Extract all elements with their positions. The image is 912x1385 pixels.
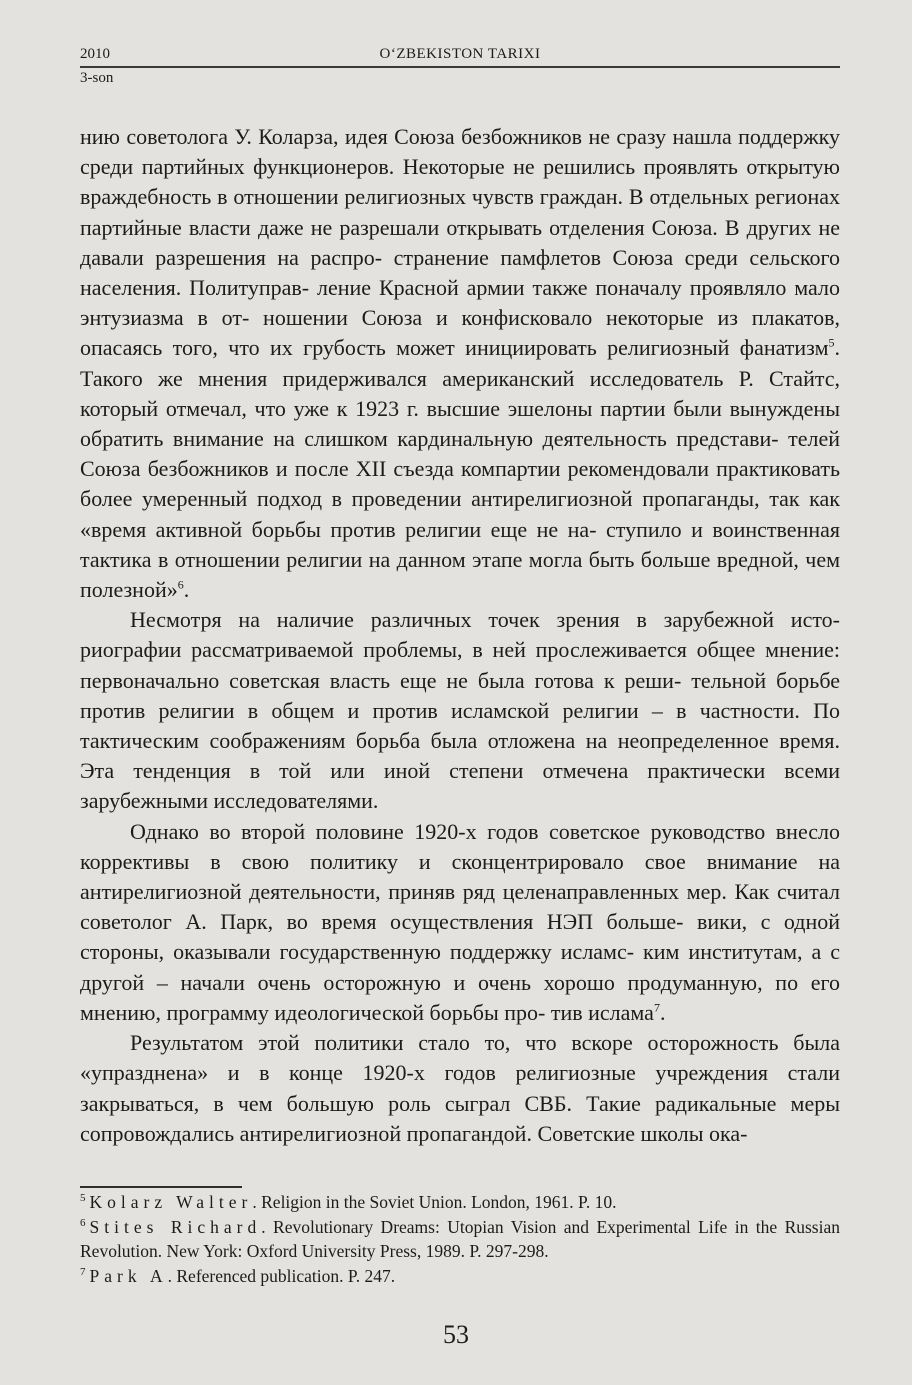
footnote-author: Stites Richard xyxy=(89,1216,262,1237)
footnote-rule xyxy=(80,1186,242,1188)
footnote-ref-6: 6 xyxy=(177,577,184,592)
footnote-5: $^5$ Kolarz Walter. Religion in the Soviet Union. London, 1961. P. 10. xyxy=(80,1192,617,1212)
paragraph-4: Результатом этой политики стало то, что вскоре осторожность была «упразднена» и в конце 1920-х годов религиозные учреждения стали закрываться, в чем большую роль сыграл СВБ. Такие радикальные меры сопровождались антирелигиозной пропагандой. Советские школы ока- xyxy=(80,1030,840,1146)
running-header xyxy=(80,44,840,92)
body-text xyxy=(80,122,840,1149)
footnote-author: Kolarz Walter xyxy=(89,1192,253,1212)
page-number: 53 xyxy=(443,1320,469,1349)
footnote-6: $^6$ Stites Richard. Revolutionary Dreams: Utopian Vision and Experimental Life in the Russian Revolution. New York: Oxford University Press, 1989. P. 297-298. xyxy=(80,1216,840,1261)
footnote-7: $^7$ Park A. Referenced publication. P. 247. xyxy=(80,1265,396,1286)
header-rule xyxy=(80,66,840,68)
paragraph-3: Однако во второй половине 1920-х годов советское руководство внесло коррективы в свою политику и сконцентрировало свое внимание на антирелигиозной деятельности, приняв ряд целенаправленных мер. Как считал советолог А. Парк, во время осуществления НЭП больше- вики, с одной стороны, оказывали государственную поддержку исламс- ким институтам, а с другой – начали очень осторожную и очень хорошо продуманную, по его мнению, программу идеологической борьбы про- тив ислама$^7$. xyxy=(80,818,840,1025)
footnote-ref-5: 5 xyxy=(828,336,835,351)
paragraph-1: нию советолога У. Коларза, идея Союза безбожников не сразу нашла поддержку среди партийных функционеров. Некоторые не решились проявлять открытую враждебность в отношении религиозных чувств граждан. В отдельных регионах партийные власти даже не разрешали открывать отделения Союза. В других не давали разрешения на распро- странение памфлетов Союза среди сельского населения. Политуправ- ление Красной армии также поначалу проявляло мало энтузиазма в от- ношении Союза и конфисковало некоторые из плакатов, опасаясь того, что их грубость может инициировать религиозный фанатизм$^5$. Такого же мнения придерживался американский исследователь Р. Стайтс, который отмечал, что уже к 1923 г. высшие эшелоны партии были вынуждены обратить внимание на слишком кардинальную деятельность представи- телей Союза безбожников и после XII съезда компартии рекомендовали практиковать более умеренный подход в проведении антирелигиозной пропаганды, так как «время активной борьбы против религии еще не на- ступило и воинственная тактика в отношении религии на данном этапе могла быть больше вредной, чем полезной»$^6$. xyxy=(80,124,840,603)
paragraph-2: Несмотря на наличие различных точек зрения в зарубежной исто- риографии рассматриваемой проблемы, в ней прослеживается общее мнение: первоначально советская власть еще не была готова к реши- тельной борьбе против религии в общем и против исламской религии – в частности. По тактическим соображениям борьба была отложена на неопределенное время. Эта тенденция в той или иной степени отмечена практически всеми зарубежными исследователями. xyxy=(80,607,840,814)
header-year: 2010 xyxy=(80,46,110,62)
footnote-ref-7: 7 xyxy=(653,1000,660,1015)
footnote-author: Park A xyxy=(89,1265,168,1286)
footnotes xyxy=(80,1190,840,1288)
header-journal-title: O‘ZBEKISTON TARIXI xyxy=(379,46,541,62)
header-issue: 3-son xyxy=(80,70,114,86)
